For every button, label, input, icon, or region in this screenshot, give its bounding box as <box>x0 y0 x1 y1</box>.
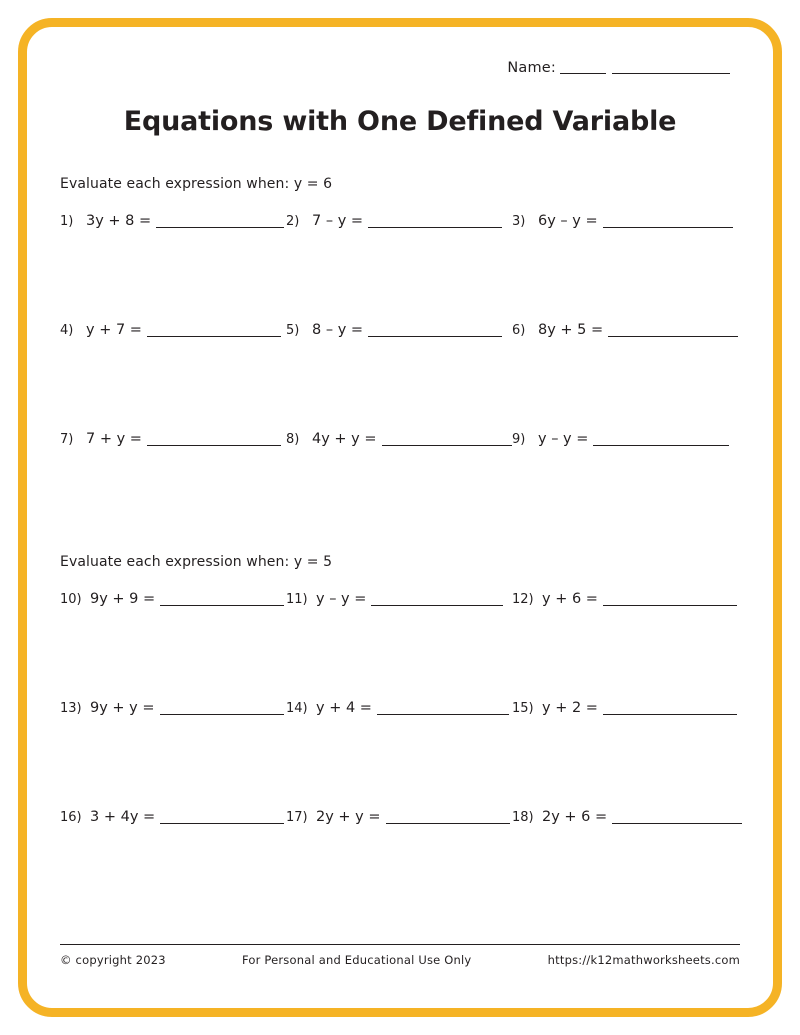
problem-expression: 8 – y = <box>312 321 502 338</box>
problem-item <box>512 210 738 319</box>
section-two-problem-grid <box>60 588 740 915</box>
problem-expression: y – y = <box>538 430 729 447</box>
problem-expression: 6y – y = <box>538 212 733 229</box>
name-label: Name: <box>507 60 556 76</box>
answer-blank[interactable] <box>371 591 503 606</box>
problem-row <box>60 697 740 806</box>
problem-number: 11) <box>286 592 308 607</box>
answer-blank[interactable] <box>368 213 502 228</box>
problem-item <box>286 210 512 319</box>
problem-expression: 2y + y = <box>316 808 510 825</box>
answer-blank[interactable] <box>608 322 738 337</box>
problem-expression: 3 + 4y = <box>90 808 284 825</box>
problem-number: 2) <box>286 214 300 229</box>
problem-number: 4) <box>60 323 74 338</box>
problem-expression: y + 4 = <box>316 699 509 716</box>
footer-usage-note: For Personal and Educational Use Only <box>241 953 472 967</box>
problem-expression: 7 + y = <box>86 430 281 447</box>
problem-item <box>60 210 286 319</box>
answer-blank[interactable] <box>147 431 281 446</box>
problem-number: 15) <box>512 701 534 716</box>
section-one <box>60 176 740 537</box>
problem-expression: 8y + 5 = <box>538 321 738 338</box>
worksheet-content <box>38 38 762 997</box>
problem-number: 7) <box>60 432 74 447</box>
problem-number: 1) <box>60 214 74 229</box>
problem-item <box>60 428 286 537</box>
problem-number: 10) <box>60 592 82 607</box>
answer-blank[interactable] <box>612 809 742 824</box>
problem-item <box>512 806 738 915</box>
problem-item <box>286 806 512 915</box>
problem-number: 5) <box>286 323 300 338</box>
answer-blank[interactable] <box>160 591 284 606</box>
answer-blank[interactable] <box>382 431 512 446</box>
section-two-instruction: Evaluate each expression when: y = 5 <box>60 554 333 570</box>
problem-item <box>60 806 286 915</box>
problem-row <box>60 806 740 915</box>
answer-blank[interactable] <box>377 700 509 715</box>
problem-item <box>60 319 286 428</box>
problem-item <box>512 588 738 697</box>
problem-row <box>60 319 740 428</box>
problem-number: 16) <box>60 810 82 825</box>
problem-expression: 4y + y = <box>312 430 512 447</box>
problem-expression: 7 – y = <box>312 212 502 229</box>
section-two <box>60 554 740 915</box>
problem-item <box>512 319 738 428</box>
problem-number: 3) <box>512 214 526 229</box>
problem-item <box>286 588 512 697</box>
problem-number: 18) <box>512 810 534 825</box>
page-title: Equations with One Defined Variable <box>123 106 677 137</box>
answer-blank[interactable] <box>147 322 281 337</box>
answer-blank[interactable] <box>603 700 737 715</box>
answer-blank[interactable] <box>160 700 284 715</box>
footer-website-url[interactable]: https://k12mathworksheets.com <box>547 953 740 967</box>
name-blank-second[interactable] <box>612 60 730 74</box>
problem-item <box>512 697 738 806</box>
problem-row <box>60 210 740 319</box>
problem-number: 8) <box>286 432 300 447</box>
section-one-instruction: Evaluate each expression when: y = 6 <box>60 176 333 192</box>
page-footer <box>60 944 740 967</box>
problem-expression: 9y + y = <box>90 699 284 716</box>
answer-blank[interactable] <box>160 809 284 824</box>
footer-divider <box>60 944 740 945</box>
problem-expression: 9y + 9 = <box>90 590 284 607</box>
problem-expression: y + 7 = <box>86 321 281 338</box>
answer-blank[interactable] <box>156 213 284 228</box>
answer-blank[interactable] <box>593 431 729 446</box>
answer-blank[interactable] <box>603 213 733 228</box>
problem-number: 12) <box>512 592 534 607</box>
problem-number: 6) <box>512 323 526 338</box>
name-field-row <box>507 60 730 76</box>
problem-item <box>286 428 512 537</box>
problem-number: 14) <box>286 701 308 716</box>
problem-expression: 3y + 8 = <box>86 212 284 229</box>
problem-item <box>512 428 738 537</box>
problem-number: 17) <box>286 810 308 825</box>
problem-row <box>60 428 740 537</box>
problem-item <box>286 319 512 428</box>
problem-number: 9) <box>512 432 526 447</box>
answer-blank[interactable] <box>386 809 510 824</box>
name-blank-first[interactable] <box>560 60 606 74</box>
problem-number: 13) <box>60 701 82 716</box>
footer-copyright: © copyright 2023 <box>60 953 166 967</box>
problem-expression: y + 6 = <box>542 590 737 607</box>
problem-item <box>60 588 286 697</box>
problem-expression: 2y + 6 = <box>542 808 742 825</box>
answer-blank[interactable] <box>603 591 737 606</box>
problem-expression: y – y = <box>316 590 503 607</box>
section-one-problem-grid <box>60 210 740 537</box>
problem-item <box>60 697 286 806</box>
problem-row <box>60 588 740 697</box>
problem-item <box>286 697 512 806</box>
answer-blank[interactable] <box>368 322 502 337</box>
problem-expression: y + 2 = <box>542 699 737 716</box>
